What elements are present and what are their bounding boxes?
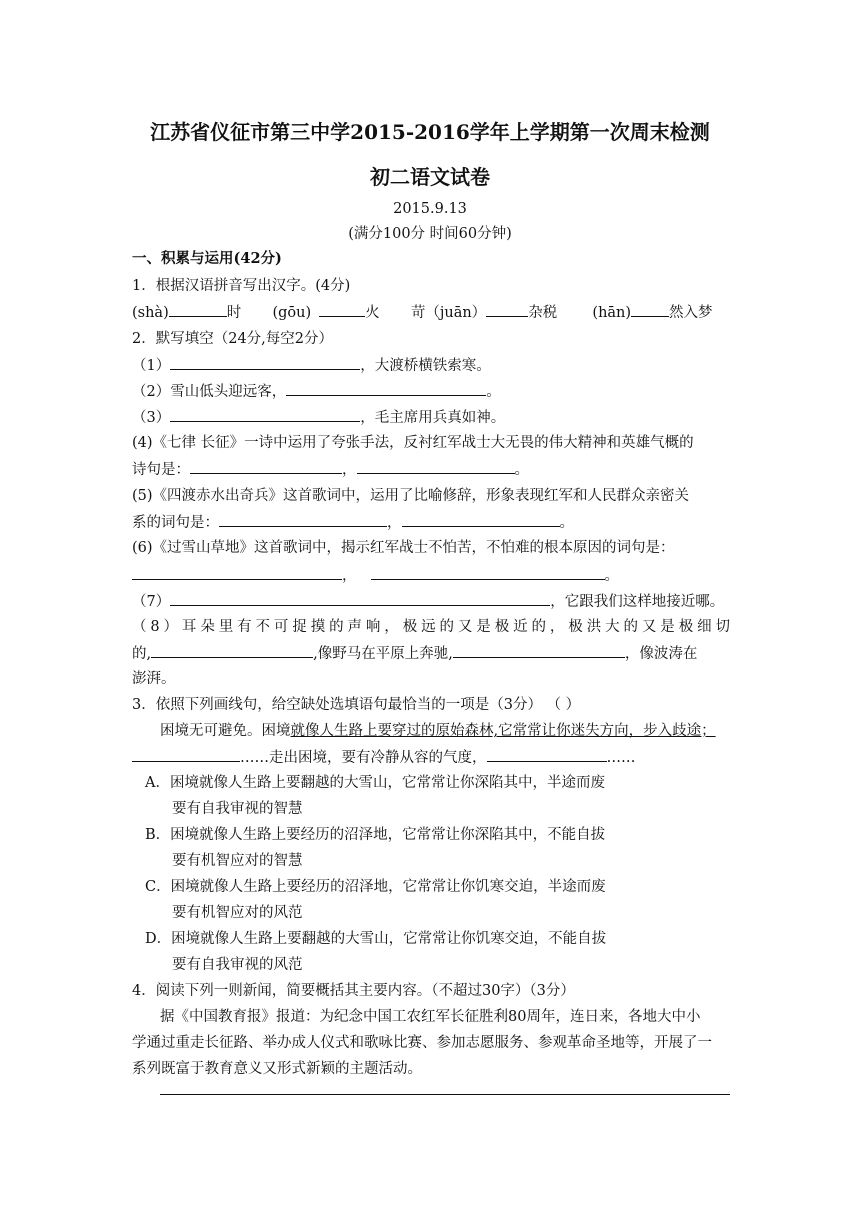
pinyin-4: (hān)	[592, 305, 632, 321]
option-a-2: 要有自我审视的智慧	[172, 801, 303, 817]
q2-text: ，	[342, 568, 357, 584]
answer-blank[interactable]	[371, 565, 605, 580]
q2-line-5b	[132, 512, 574, 533]
section-heading: 一、积累与运用(42分)	[132, 250, 282, 267]
q2-text: 诗句是：	[132, 462, 190, 478]
answer-blank[interactable]	[170, 355, 360, 370]
exam-subtitle: 初二语文试卷	[370, 165, 490, 189]
item-num: （3）	[132, 410, 171, 426]
q2-line-2	[132, 381, 501, 402]
news-paragraph-2: 学通过重走长征路、举办成人仪式和歌咏比赛、参加志愿服务、参观革命圣地等，开展了一	[132, 1035, 712, 1051]
option-c-2: 要有机智应对的风范	[172, 905, 303, 921]
answer-blank[interactable]	[357, 459, 515, 474]
q2-line-5a: (5)《四渡赤水出奇兵》这首歌词中，运用了比喻修辞，形象表现红军和人民群众亲密关	[132, 488, 690, 504]
answer-blank[interactable]	[487, 747, 607, 762]
q3-stem: 3．依照下列画线句，给空缺处选填语句最恰当的一项是（3分） （ ）	[132, 697, 581, 713]
pinyin-1: (shà)	[132, 305, 169, 321]
answer-blank[interactable]	[170, 591, 550, 606]
q4-stem: 4．阅读下列一则新闻，简要概括其主要内容。（不超过30字）（3分）	[132, 983, 575, 999]
q2-line-8a: （8）耳朵里有不可捉摸的声响，极远的又是极近的，极洪大的又是极细切	[132, 619, 730, 635]
q2-text: 。	[559, 515, 574, 531]
answer-blank[interactable]	[453, 643, 625, 658]
q2-text: ，	[387, 515, 402, 531]
score-time-note: (满分100分 时间60分钟)	[348, 226, 512, 242]
answer-blank[interactable]	[151, 643, 313, 658]
answer-blank[interactable]	[190, 459, 342, 474]
q1-text: 杂税	[528, 305, 558, 321]
q1-text: 火	[365, 305, 380, 321]
option-a[interactable]: A．困境就像人生路上要翻越的大雪山，它常常让你深陷其中，半途而废	[145, 775, 605, 791]
answer-blank[interactable]	[132, 747, 240, 762]
q3-passage-2	[132, 747, 636, 768]
answer-blank[interactable]	[402, 512, 560, 527]
q2-text: ,像野马在平原上奔驰,	[313, 646, 453, 662]
q2-stem: 2．默写填空（24分,每空2分）	[132, 331, 334, 347]
q2-line-8c: 澎湃。	[132, 671, 176, 687]
q3-text: ……	[606, 750, 636, 766]
q3-passage	[160, 721, 716, 741]
q2-line-6b	[132, 565, 619, 586]
q2-text: ，	[342, 462, 357, 478]
q2-text: 系的词句是：	[132, 515, 219, 531]
q3-text: ……走出困境，要有冷静从容的气度，	[240, 750, 487, 766]
q2-text: ，大渡桥横铁索寒。	[360, 358, 491, 374]
q1-text: 然入梦	[669, 305, 713, 321]
q2-text: ，它跟我们这样地接近哪。	[550, 594, 725, 610]
q2-line-7	[132, 591, 724, 612]
answer-blank[interactable]	[219, 512, 387, 527]
option-d-2: 要有自我审视的风范	[172, 957, 303, 973]
q1-text: 时	[226, 305, 242, 321]
q2-line-4b	[132, 459, 529, 480]
option-d[interactable]: D．困境就像人生路上要翻越的大雪山，它常常让你饥寒交迫，不能自拔	[145, 931, 607, 947]
option-b-2: 要有机智应对的智慧	[172, 853, 303, 869]
q2-line-3	[132, 407, 505, 428]
answer-blank[interactable]	[132, 565, 342, 580]
answer-blank[interactable]	[169, 302, 227, 317]
underlined-sentence: 就像人生路上要穿过的原始森林,它常常让你迷失方向，步入歧途；	[290, 723, 716, 739]
q2-line-6a: (6)《过雪山草地》这首歌词中，揭示红军战士不怕苦，不怕难的根本原因的词句是：	[132, 540, 675, 556]
news-paragraph-3: 系列既富于教育意义又形式新颖的主题活动。	[132, 1061, 422, 1077]
answer-line[interactable]	[160, 1094, 730, 1095]
q2-line-8b	[132, 643, 697, 664]
answer-blank[interactable]	[170, 407, 360, 422]
q2-line-1	[132, 355, 491, 376]
exam-title: 江苏省仪征市第三中学2015-2016学年上学期第一次周末检测	[150, 120, 710, 144]
item-num: （1）	[132, 358, 171, 374]
q2-text: 。	[486, 384, 501, 400]
option-c[interactable]: C．困境就像人生路上要经历的沼泽地，它常常让你饥寒交迫，半途而废	[145, 879, 606, 895]
q2-line-4a: (4)《七律 长征》一诗中运用了夸张手法，反衬红军战士大无畏的伟大精神和英雄气概的	[132, 435, 694, 451]
answer-blank[interactable]	[319, 302, 365, 317]
q2-text: 雪山低头迎远客，	[170, 384, 287, 400]
q2-text: ，毛主席用兵真如神。	[360, 410, 506, 426]
answer-blank[interactable]	[631, 302, 669, 317]
q2-text: 的,	[132, 646, 152, 662]
q1-stem: 1．根据汉语拼音写出汉字。(4分)	[132, 278, 351, 294]
q1-text: 苛（juān）	[410, 305, 487, 321]
q1-items	[132, 302, 713, 323]
q2-text: ，像波涛在	[624, 646, 698, 662]
q2-text: 。	[604, 568, 619, 584]
q3-text: 困境无可避免。困境	[160, 723, 291, 739]
pinyin-2: (gōu)	[272, 305, 312, 321]
item-num: （7）	[132, 594, 171, 610]
news-paragraph-1: 据《中国教育报》报道：为纪念中国工农红军长征胜利80周年，连日来，各地大中小	[160, 1009, 701, 1025]
exam-date: 2015.9.13	[393, 201, 467, 217]
answer-blank[interactable]	[286, 381, 486, 396]
option-b[interactable]: B．困境就像人生路上要经历的沼泽地，它常常让你深陷其中，不能自拔	[145, 827, 606, 843]
q2-text: 。	[514, 462, 529, 478]
answer-blank[interactable]	[486, 302, 528, 317]
item-num: （2）	[132, 384, 171, 400]
